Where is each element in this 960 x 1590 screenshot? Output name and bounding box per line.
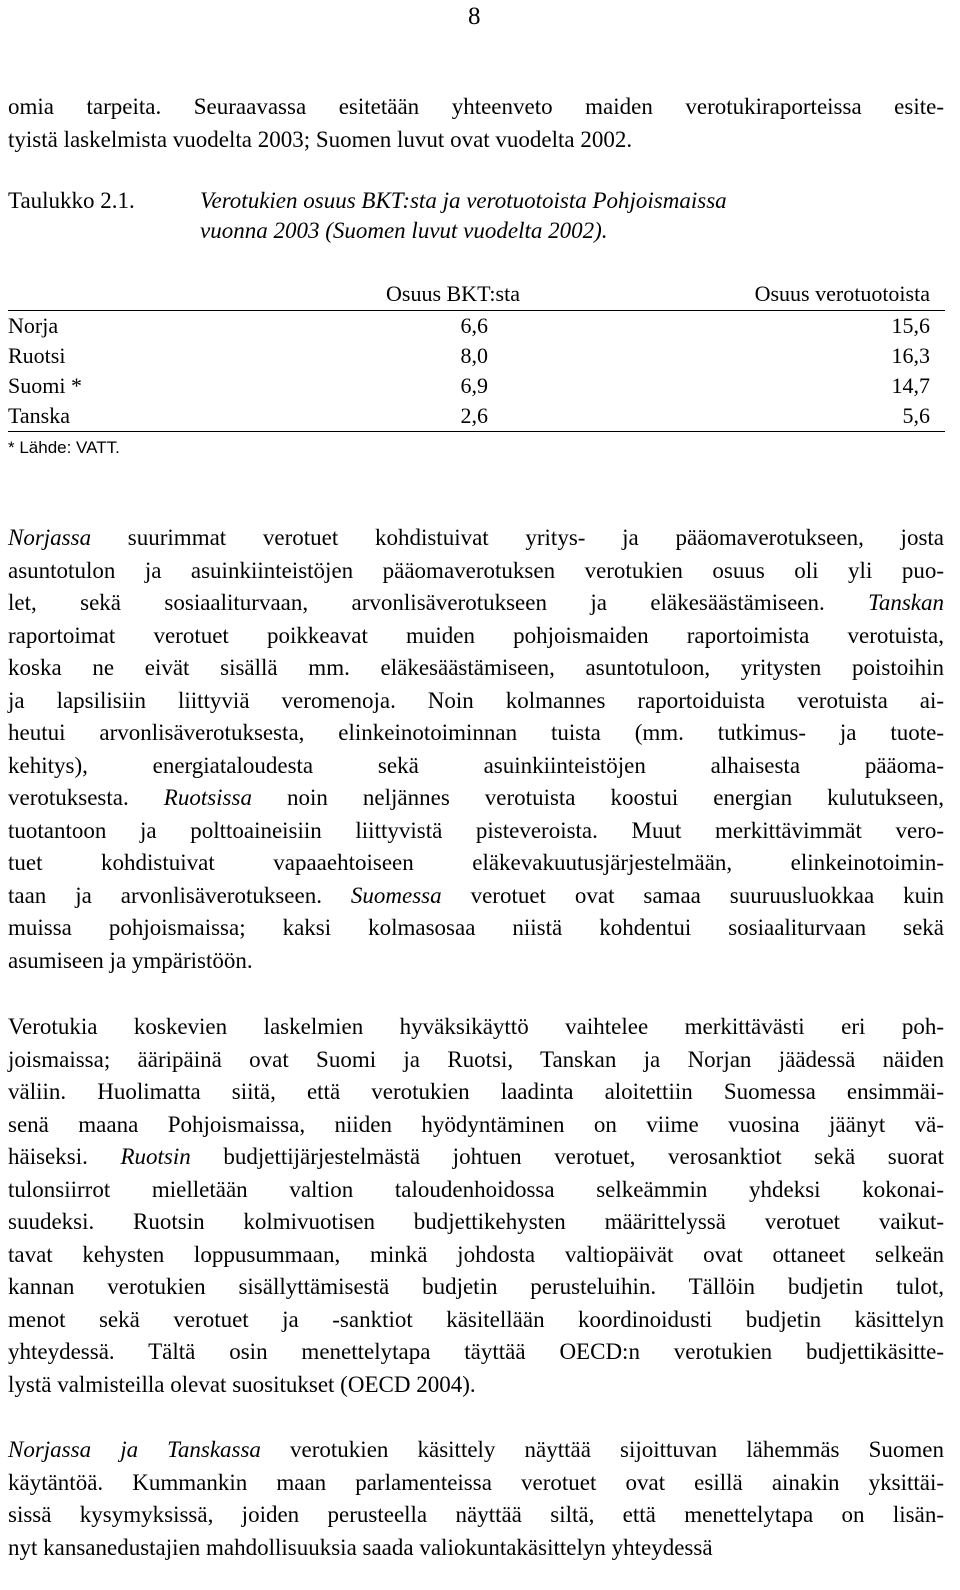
- caption-line: Verotukien osuus BKT:sta ja verotuotoista Pohjoismaissa: [200, 188, 727, 213]
- cell-verotuotot: 5,6: [902, 403, 930, 428]
- text-line: [8, 1434, 944, 1467]
- text-line: [8, 522, 944, 555]
- text-line: [8, 1109, 944, 1142]
- text-line: [8, 1304, 944, 1337]
- cell-country: Ruotsi: [8, 343, 66, 368]
- text-line: [8, 1011, 944, 1044]
- text-line: [8, 1499, 944, 1532]
- italic-term: Suomessa: [350, 882, 442, 908]
- paragraph-1: [8, 522, 944, 977]
- text-run: tuet kohdistuivat vapaaehtoiseen eläkevakuutusjärjestelmään, elinkeinotoimin-: [8, 850, 944, 875]
- table-row: [8, 311, 945, 341]
- text-run: häiseksi.: [8, 1144, 121, 1169]
- text-run: nyt kansanedustajien mahdollisuuksia saada valiokuntakäsittelyn yhteydessä: [8, 1534, 713, 1560]
- table-caption-title: [200, 186, 900, 246]
- italic-term: Tanskan: [868, 590, 944, 615]
- text-run: menot sekä verotuet ja -sanktiot käsitellään koordinoidusti budjetin käsittelyn: [8, 1306, 944, 1332]
- text-run: let, sekä sosiaaliturvaan, arvonlisäverotukseen ja eläkesäästämiseen.: [8, 590, 869, 615]
- header-verotuotot: Osuus verotuotoista: [754, 281, 930, 306]
- text-line: [8, 555, 944, 588]
- text-run: lystä valmisteilla olevat suositukset (OECD 2004).: [8, 1371, 476, 1397]
- text-run: tuotantoon ja polttoaineisiin liittyvistä pisteveroista. Muut merkittävimmät vero-: [8, 817, 944, 843]
- text-line: [8, 1336, 944, 1369]
- text-line: [8, 1174, 944, 1207]
- text-run: verotukien käsittely näyttää sijoittuvan lähemmäs Suomen: [260, 1437, 945, 1462]
- intro-line: omia tarpeita. Seuraavassa esitetään yhteenveto maiden verotukiraporteissa esite-: [8, 94, 944, 119]
- cell-bkt: 6,9: [460, 373, 488, 398]
- text-run: senä maana Pohjoismaissa, niiden hyödyntäminen on viime vuosina jäänyt vä-: [8, 1111, 944, 1137]
- text-run: muissa pohjoismaissa; kaksi kolmasosaa niistä kohdentui sosiaaliturvaan sekä: [8, 915, 944, 940]
- table-row: [8, 371, 945, 401]
- text-run: noin neljännes verotuista koostui energian kulutukseen,: [251, 785, 944, 810]
- text-line: [8, 945, 944, 978]
- tax-support-table: [8, 277, 945, 432]
- text-run: asuntotulon ja asuinkiinteistöjen pääomaverotuksen verotukien osuus oli yli puo-: [8, 557, 944, 583]
- page-number: 8: [468, 3, 481, 30]
- header-bkt: Osuus BKT:sta: [386, 281, 520, 306]
- text-run: käytäntöä. Kummankin maan parlamenteissa verotuet ovat esillä ainakin yksittäi-: [8, 1469, 944, 1495]
- text-run: suurimmat verotuet kohdistuivat yritys- ja pääomaverotukseen, josta: [91, 525, 944, 550]
- text-run: sissä kysymyksissä, joiden perusteella näyttää siltä, että menettelytapa on lisän-: [8, 1502, 944, 1527]
- cell-verotuotot: 15,6: [891, 313, 930, 338]
- text-line: [8, 750, 944, 783]
- cell-country: Tanska: [8, 403, 70, 428]
- intro-paragraph: [8, 90, 944, 156]
- table-row: [8, 401, 945, 432]
- text-run: tavat kehysten loppusummaan, minkä johdosta valtiopäivät ovat ottaneet selkeän: [8, 1241, 944, 1267]
- text-run: asumiseen ja ympäristöön.: [8, 947, 253, 973]
- italic-term: Norjassa ja Tanskassa: [8, 1437, 261, 1462]
- text-run: ja lapsilisiin liittyviä veromenoja. Noin kolmannes raportoiduista verotuista ai-: [8, 687, 944, 713]
- intro-line: tyistä laskelmista vuodelta 2003; Suomen luvut ovat vuodelta 2002.: [8, 127, 633, 152]
- text-run: heutui arvonlisäverotuksesta, elinkeinotoiminnan tuista (mm. tutkimus- ja tuote-: [8, 720, 944, 745]
- cell-country: Suomi *: [8, 373, 82, 398]
- italic-term: Norjassa: [8, 525, 92, 550]
- text-line: [8, 782, 944, 815]
- text-line: [8, 847, 944, 880]
- table-caption-label: Taulukko 2.1.: [8, 188, 135, 213]
- table-row: [8, 341, 945, 371]
- text-run: suudeksi. Ruotsin kolmivuotisen budjettikehysten määrittelyssä verotuet vaikut-: [8, 1209, 944, 1234]
- text-line: [8, 912, 944, 945]
- text-line: [8, 1369, 944, 1402]
- text-line: [8, 1271, 944, 1304]
- text-line: [8, 620, 944, 653]
- text-line: [8, 652, 944, 685]
- text-run: tulonsiirrot mielletään valtion taloudenhoidossa selkeämmin yhdeksi kokonai-: [8, 1176, 944, 1202]
- text-line: [8, 880, 944, 913]
- cell-bkt: 8,0: [460, 343, 488, 368]
- text-run: verotuet ovat samaa suuruusluokkaa kuin: [441, 882, 944, 908]
- text-line: [8, 587, 944, 620]
- text-run: joismaissa; ääripäinä ovat Suomi ja Ruotsi, Tanskan ja Norjan jäädessä näiden: [8, 1046, 944, 1072]
- text-line: [8, 1239, 944, 1272]
- text-run: Verotukia koskevien laskelmien hyväksikäyttö vaihtelee merkittävästi eri poh-: [8, 1014, 944, 1039]
- cell-bkt: 6,6: [460, 313, 488, 338]
- text-run: väliin. Huolimatta siitä, että verotukien laadinta aloitettiin Suomessa ensimmäi-: [8, 1079, 944, 1104]
- text-line: [8, 1467, 944, 1500]
- text-line: [8, 1076, 944, 1109]
- text-run: taan ja arvonlisäverotukseen.: [8, 882, 351, 908]
- text-run: budjettijärjestelmästä johtuen verotuet, verosanktiot sekä suorat: [190, 1144, 944, 1169]
- cell-country: Norja: [8, 313, 59, 338]
- text-line: [8, 815, 944, 848]
- paragraph-2: [8, 1011, 944, 1401]
- text-run: kannan verotukien sisällyttämisestä budjetin perusteluihin. Tällöin budjetin tulot,: [8, 1274, 944, 1299]
- italic-term: Ruotsin: [120, 1144, 191, 1169]
- paragraph-3: [8, 1434, 944, 1564]
- table-source-note: * Lähde: VATT.: [8, 438, 120, 457]
- italic-term: Ruotsissa: [163, 785, 252, 810]
- text-run: kehitys), energiataloudesta sekä asuinkiinteistöjen alhaisesta pääoma-: [8, 752, 944, 778]
- table-header: [8, 277, 945, 311]
- text-line: [8, 1532, 944, 1565]
- text-line: [8, 1141, 944, 1174]
- caption-line: vuonna 2003 (Suomen luvut vuodelta 2002).: [200, 218, 608, 243]
- text-run: raportoimat verotuet poikkeavat muiden pohjoismaiden raportoimista verotuista,: [8, 622, 944, 648]
- cell-verotuotot: 14,7: [891, 373, 930, 398]
- text-line: [8, 685, 944, 718]
- cell-verotuotot: 16,3: [891, 343, 930, 368]
- text-line: [8, 717, 944, 750]
- text-run: verotuksesta.: [8, 785, 164, 810]
- cell-bkt: 2,6: [460, 403, 488, 428]
- text-line: [8, 1044, 944, 1077]
- text-line: [8, 1206, 944, 1239]
- text-run: koska ne eivät sisällä mm. eläkesäästämiseen, asuntotuloon, yritysten poistoihin: [8, 655, 944, 680]
- text-run: yhteydessä. Tältä osin menettelytapa täyttää OECD:n verotukien budjettikäsitte-: [8, 1339, 944, 1364]
